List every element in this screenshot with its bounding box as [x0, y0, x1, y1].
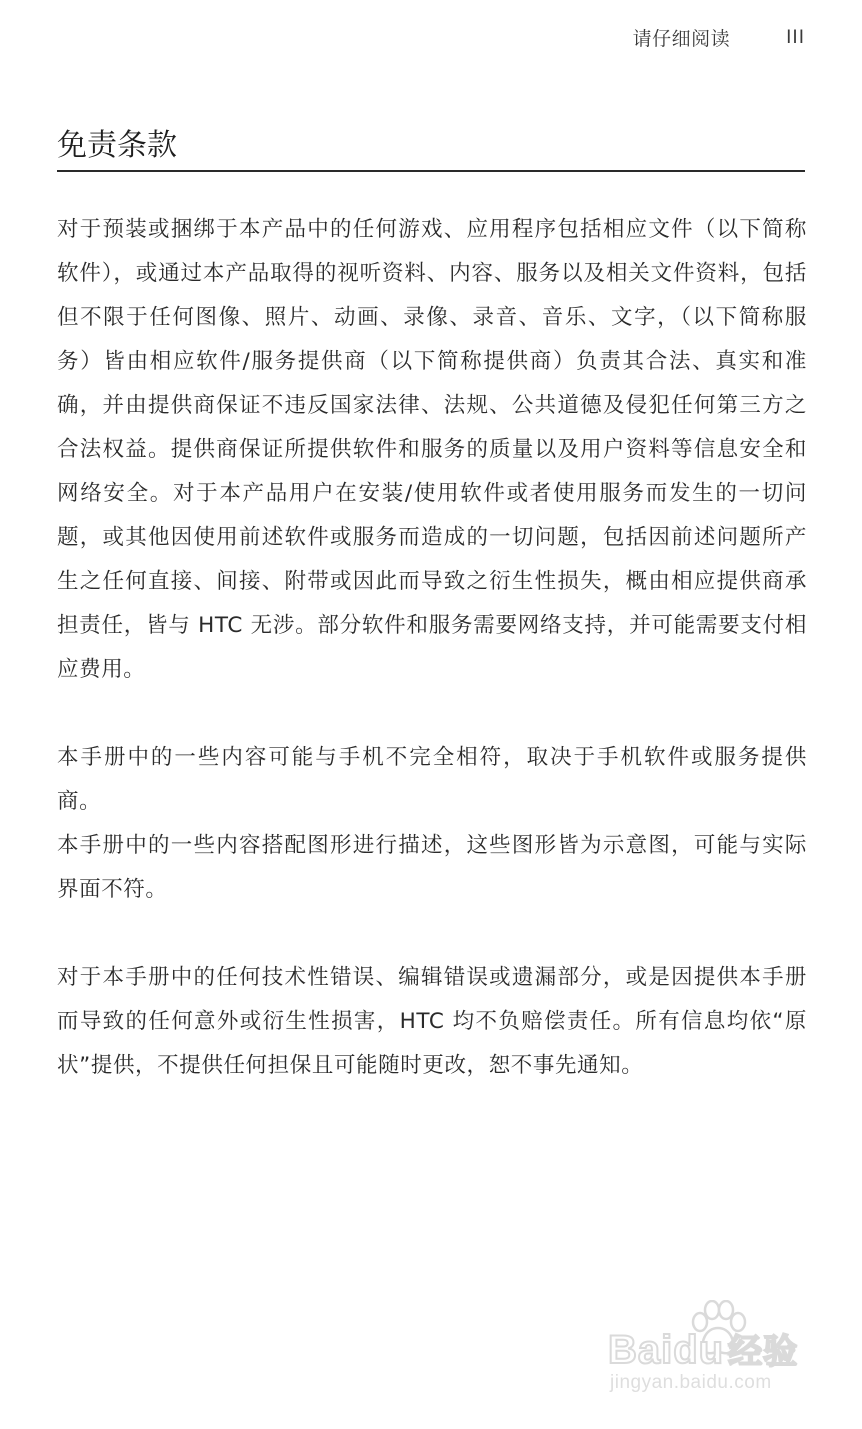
watermark-brand-latin: Baidu	[608, 1328, 725, 1372]
watermark-domain: jingyan.baidu.com	[610, 1372, 772, 1393]
baidu-watermark	[608, 1300, 808, 1400]
paragraph-gap	[57, 692, 807, 736]
paragraph-illustrations: 本手册中的一些内容搭配图形进行描述，这些图形皆为示意图，可能与实际界面不符。	[57, 833, 807, 902]
title-block	[57, 124, 805, 172]
running-header	[633, 24, 805, 51]
paragraph-disclaimer-software: 对于预装或捆绑于本产品中的任何游戏、应用程序包括相应文件（以下简称软件），或通过本产品取得的视听资料、内容、服务以及相关文件资料，包括但不限于任何图像、照片、动画、录像、录音、音乐、文字，（以下简称服务）皆由相应软件/服务提供商（以下简称提供商）负责其合法、真实和准确，并由提供商保证不违反国家法律、法规、公共道德及侵犯任何第三方之合法权益。提供商保证所提供软件和服务的质量以及用户资料等信息安全和网络安全。对于本产品用户在安装/使用软件或者使用服务而发生的一切问题，或其他因使用前述软件或服务而造成的一切问题，包括因前述问题所产生之任何直接、间接、附带或因此而导致之衍生性损失，概由相应提供商承担责任，皆与 HTC 无涉。部分软件和服务需要网络支持，并可能需要支付相应费用。	[57, 217, 807, 682]
body-text	[57, 208, 807, 1088]
watermark-brand	[608, 1324, 798, 1373]
header-section-name: 请仔细阅读	[632, 28, 731, 50]
page-number: III	[786, 26, 805, 48]
paragraph-content-mismatch: 本手册中的一些内容可能与手机不完全相符，取决于手机软件或服务提供商。	[57, 745, 807, 814]
paragraph-gap	[57, 912, 807, 956]
watermark-brand-cn: 经验	[728, 1332, 799, 1372]
title-rule	[57, 170, 805, 172]
page-title: 免责条款	[57, 128, 177, 163]
paragraph-liability: 对于本手册中的任何技术性错误、编辑错误或遗漏部分，或是因提供本手册而导致的任何意外或衍生性损害，HTC 均不负赔偿责任。所有信息均依“原状”提供，不提供任何担保且可能随时更改，恕不事先通知。	[57, 965, 807, 1078]
